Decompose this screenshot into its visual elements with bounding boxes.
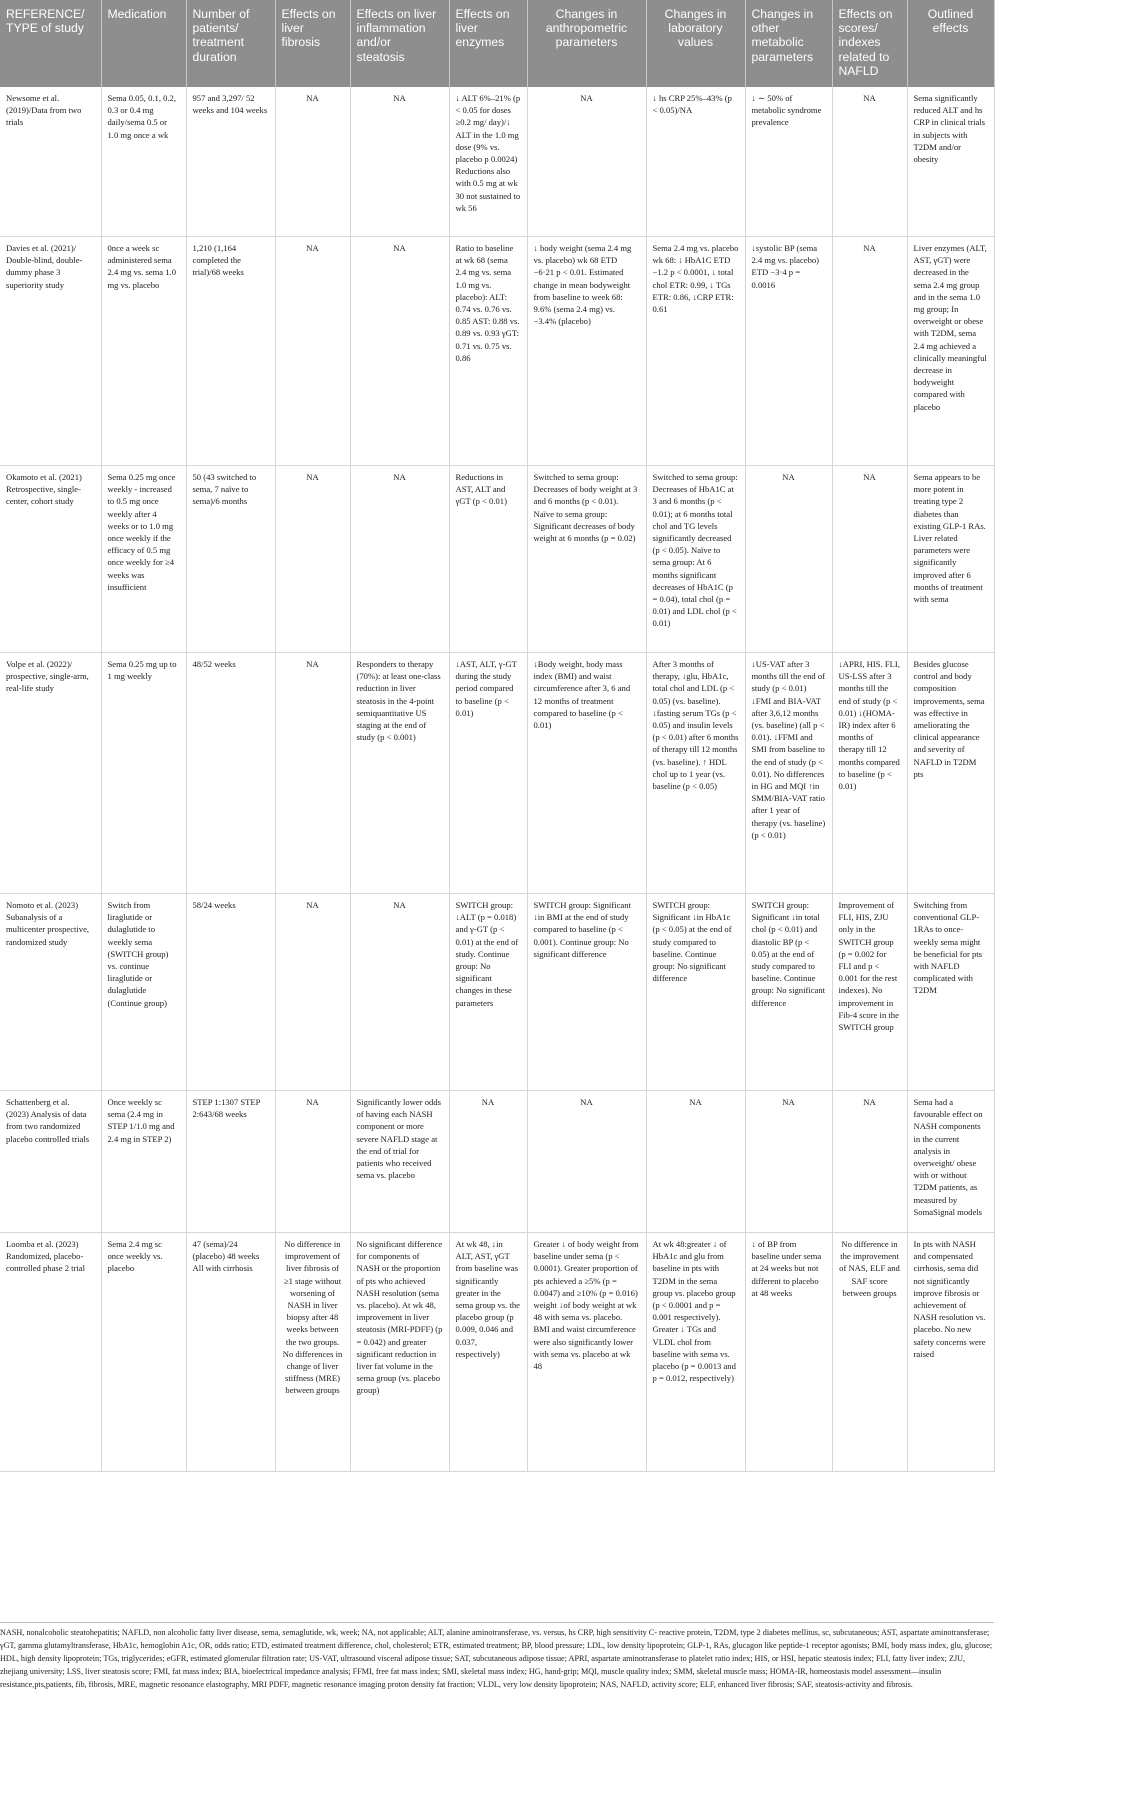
col-header-metabolic: Changes in other metabolic parameters	[745, 0, 832, 87]
table-header-row	[0, 0, 994, 87]
col-header-liver-fibrosis: Effects on liver fibrosis	[275, 0, 350, 87]
cell-liver-fibrosis: NA	[275, 87, 350, 237]
cell-liver-inflammation: NA	[350, 894, 449, 1091]
cell-nafld-scores: NA	[832, 237, 907, 466]
cell-reference: Davies et al. (2021)/ Double-blind, double-dummy phase 3 superiority study	[0, 237, 101, 466]
cell-nafld-scores: NA	[832, 466, 907, 653]
cell-liver-inflammation: NA	[350, 87, 449, 237]
cell-metabolic: NA	[745, 466, 832, 653]
cell-anthropometric: Greater ↓ of body weight from baseline under sema (p < 0.0001). Greater proportion of pts achieved a ≥5% (p = 0.0047) and ≥10% (p = 0.016) weight ↓of body weight at wk 48 with sema vs. placebo. BMI and waist circumference were also significantly lower with sema vs. placebo at wk 48	[527, 1233, 646, 1472]
cell-liver-inflammation: No significant difference for components of NASH or the proportion of pts who achieved NASH resolution (sema vs. placebo). At wk 48, improvement in liver steatosis (MRI-PDFF) (p = 0.042) and greater significant reduction in liver fat volume in the sema group (vs. placebo group)	[350, 1233, 449, 1472]
cell-liver-enzymes: ↓AST, ALT, γ-GT during the study period compared to baseline (p < 0.01)	[449, 653, 527, 894]
cell-nafld-scores: Improvement of FLI, HIS, ZJU only in the SWITCH group (p = 0.002 for FLI and p < 0.001 for the rest indexes). No improvement in Fib-4 score in the SWITCH group	[832, 894, 907, 1091]
cell-anthropometric: Switched to sema group: Decreases of body weight at 3 and 6 months (p < 0.01). Naïve to sema group: Significant decreases of body weight at 6 months (p = 0.02)	[527, 466, 646, 653]
cell-outlined-effects: Sema had a favourable effect on NASH components in the current analysis in overweight/ obese with or without T2DM patients, as measured by SomaSignal models	[907, 1091, 994, 1233]
cell-metabolic: ↓systolic BP (sema 2.4 mg vs. placebo) ETD −3·4 p = 0.0016	[745, 237, 832, 466]
table-row	[0, 894, 994, 1091]
cell-metabolic: SWITCH group: Significant ↓in total chol (p < 0.01) and diastolic BP (p < 0.05) at the end of study compared to baseline. Continue group: No significant difference	[745, 894, 832, 1091]
cell-medication: Sema 2.4 mg sc once weekly vs. placebo	[101, 1233, 186, 1472]
cell-anthropometric: SWITCH group: Significant ↓in BMI at the end of study compared to baseline (p < 0.001). Continue group: No significant difference	[527, 894, 646, 1091]
cell-outlined-effects: In pts with NASH and compensated cirrhosis, sema did not significantly improve fibrosis or achievement of NASH resolution vs. placebo. No new safety concerns were raised	[907, 1233, 994, 1472]
cell-metabolic: NA	[745, 1091, 832, 1233]
cell-reference: Nomoto et al. (2023) Subanalysis of a multicenter prospective, randomized study	[0, 894, 101, 1091]
table-row	[0, 466, 994, 653]
cell-liver-inflammation: NA	[350, 237, 449, 466]
cell-liver-inflammation: Significantly lower odds of having each NASH component or more severe NAFLD stage at the end of trial for patients who received sema vs. placebo	[350, 1091, 449, 1233]
col-header-reference: REFERENCE/ TYPE of study	[0, 0, 101, 87]
cell-outlined-effects: Besides glucose control and body composition improvements, sema was effective in ameliorating the clinical appearance and severity of NAFLD in T2DM pts	[907, 653, 994, 894]
cell-patients-duration: 50 (43 switched to sema, 7 naïve to sema)/6 months	[186, 466, 275, 653]
cell-nafld-scores: NA	[832, 87, 907, 237]
table-row	[0, 653, 994, 894]
cell-laboratory: At wk 48:greater ↓ of HbA1c and glu from baseline in pts with T2DM in the sema group vs. placebo group (p < 0.0001 and p = 0.001 respectively). Greater ↓ TGs and VLDL chol from baseline with sema vs. placebo (p = 0.0013 and p = 0.012, respectively)	[646, 1233, 745, 1472]
cell-patients-duration: 48/52 weeks	[186, 653, 275, 894]
cell-metabolic: ↓ of BP from baseline under sema at 24 weeks but not different to placebo at 48 weeks	[745, 1233, 832, 1472]
cell-laboratory: Sema 2.4 mg vs. placebo wk 68: ↓ HbA1C ETD −1.2 p < 0.0001, ↓ total chol ETR: 0.99, ↓ TGs ETR: 0.86, ↓CRP ETR: 0.61	[646, 237, 745, 466]
col-header-liver-inflammation: Effects on liver inflammation and/or steatosis	[350, 0, 449, 87]
cell-laboratory: ↓ hs CRP 25%–43% (p < 0.05)/NA	[646, 87, 745, 237]
cell-anthropometric: NA	[527, 87, 646, 237]
cell-liver-fibrosis: No difference in improvement of liver fibrosis of ≥1 stage without worsening of NASH in liver biopsy after 48 weeks between the two groups. No differences in change of liver stiffness (MRE) between groups	[275, 1233, 350, 1472]
cell-patients-duration: 1,210 (1,164 completed the trial)/68 weeks	[186, 237, 275, 466]
cell-metabolic: ↓ ∼ 50% of metabolic syndrome prevalence	[745, 87, 832, 237]
cell-reference: Okamoto et al. (2021) Retrospective, single-center, cohort study	[0, 466, 101, 653]
cell-nafld-scores: No difference in the improvement of NAS, ELF and SAF score between groups	[832, 1233, 907, 1472]
cell-metabolic: ↓US-VAT after 3 months till the end of study (p < 0.01) ↓FMI and BIA-VAT after 3,6,12 months (vs. baseline) (all p < 0.01). ↓FFMI and SMI from baseline to the end of study (p < 0.01). No differences in HG and MQI ↑in SMM/BIA-VAT ratio after 1 year of therapy (vs. baseline) (p < 0.01)	[745, 653, 832, 894]
cell-patients-duration: 47 (sema)/24 (placebo) 48 weeks All with cirrhosis	[186, 1233, 275, 1472]
cell-reference: Schattenberg et al. (2023) Analysis of data from two randomized placebo controlled trials	[0, 1091, 101, 1233]
table-row	[0, 237, 994, 466]
cell-medication: Once weekly sc sema (2.4 mg in STEP 1/1.0 mg and 2.4 mg in STEP 2)	[101, 1091, 186, 1233]
cell-medication: Sema 0.25 mg up to 1 mg weekly	[101, 653, 186, 894]
col-header-nafld-scores: Effects on scores/ indexes related to NAFLD	[832, 0, 907, 87]
cell-medication: 0nce a week sc administered sema 2.4 mg vs. sema 1.0 mg vs. placebo	[101, 237, 186, 466]
table-row	[0, 1091, 994, 1233]
cell-medication: Switch from liraglutide or dulaglutide to weekly sema (SWITCH group) vs. continue liraglutide or dulaglutide (Continue group)	[101, 894, 186, 1091]
col-header-patients-duration: Number of patients/ treatment duration	[186, 0, 275, 87]
cell-liver-enzymes: At wk 48, ↓in ALT, AST, γGT from baseline was significantly greater in the sema group vs. the placebo group (p 0.009, 0.046 and 0.037, respectively)	[449, 1233, 527, 1472]
col-header-anthropometric: Changes in anthropometric parameters	[527, 0, 646, 87]
col-header-medication: Medication	[101, 0, 186, 87]
table-row	[0, 87, 994, 237]
cell-anthropometric: ↓ body weight (sema 2.4 mg vs. placebo) wk 68 ETD −6·21 p < 0.01. Estimated change in mean bodyweight from baseline to week 68: 9.6% (sema 2.4 mg) vs. −3.4% (placebo)	[527, 237, 646, 466]
cell-liver-enzymes: SWITCH group: ↓ALT (p = 0.018) and γ-GT (p < 0.01) at the end of study. Continue group: No significant changes in these parameters	[449, 894, 527, 1091]
cell-patients-duration: 957 and 3,297/ 52 weeks and 104 weeks	[186, 87, 275, 237]
cell-liver-fibrosis: NA	[275, 894, 350, 1091]
cell-patients-duration: 58/24 weeks	[186, 894, 275, 1091]
cell-laboratory: Switched to sema group: Decreases of HbA1C at 3 and 6 months (p < 0.01); at 6 months total chol and TG levels significantly decreased (p < 0.05). Naïve to sema group: At 6 months significant decreases of HbA1C (p = 0.04), total chol (p = 0.01) and LDL chol (p < 0.01)	[646, 466, 745, 653]
cell-laboratory: After 3 months of therapy, ↓glu, HbA1c, total chol and LDL (p < 0.05) (vs. baseline). ↓fasting serum TGs (p < 0.05) and insulin levels (p < 0.01) after 6 months of therapy till 12 months (vs. baseline). ↑ HDL chol up to 1 year (vs. baseline (p < 0.05)	[646, 653, 745, 894]
col-header-outlined-effects: Outlined effects	[907, 0, 994, 87]
cell-nafld-scores: NA	[832, 1091, 907, 1233]
cell-medication: Sema 0.25 mg once weekly - increased to 0.5 mg once weekly after 4 weeks or to 1.0 mg once weekly if the efficacy of 0.5 mg once weekly for ≥4 weeks was insufficient	[101, 466, 186, 653]
cell-outlined-effects: Switching from conventional GLP-1RAs to once-weekly sema might be beneficial for pts with NAFLD complicated with T2DM	[907, 894, 994, 1091]
cell-outlined-effects: Liver enzymes (ALT, AST, γGT) were decreased in the sema 2.4 mg group and in the sema 1.0 mg group; In overweight or obese with T2DM, sema 2.4 mg achieved a clinically meaningful decrease in bodyweight compared with placebo	[907, 237, 994, 466]
cell-medication: Sema 0.05, 0.1, 0.2, 0.3 or 0.4 mg daily/sema 0.5 or 1.0 mg once a wk	[101, 87, 186, 237]
cell-liver-fibrosis: NA	[275, 237, 350, 466]
cell-reference: Newsome et al. (2019)/Data from two trials	[0, 87, 101, 237]
cell-liver-fibrosis: NA	[275, 1091, 350, 1233]
table-footnote: NASH, nonalcoholic steatohepatitis; NAFLD, non alcoholic fatty liver disease, sema, semaglutide, wk, week; NA, not applicable; ALT, alanine aminotransferase, vs. versus, hs CRP, high sensitivity C- reactive protein, T2DM, type 2 diabetes mellitus, sc, subcutaneous; AST, aspartate aminotransferase; γGT, gamma glutamyltransferase, HbA1c, hemoglobin A1c, OR, odds ratio; ETD, estimated treatment difference, chol, cholesterol; ETR, estimated treatment; BP, blood pressure; LDL, low density lipoprotein; GLP-1, RAs, glucagon like peptide-1 receptor agonists; BMI, body mass index, glu, glucose; HDL, high density lipoprotein; TGs, triglycerides; eGFR, estimated glomerular filtration rate; US-VAT, ultrasound visceral adipose tissue; SAT, subcutaneous adipose tissue; APRI, aspartate aminotransferase to platelet ratio index; HIS, or HSI, hepatic steatosis index; FLI, fatty liver index; ZJU, zhejiang university; LSS, liver steatosis score; FMI, fat mass index; BIA, bioelectrical impedance analysis; FFMI, free fat mass index; SMI, skeletal mass index; HG, hand-grip; MQI, muscle quality index; SMM, skeletal muscle mass; HOMA-IR, homeostasis model assessment—insulin resistance,pts,patients, fib, fibrosis, MRE, magnetic resonance elastography, MRI PDFF, magnetic resonance imaging proton density fat fraction; VLDL, very low density lipoprotein; NAS, NAFLD, activity score; ELF, enhanced liver fibrosis; SAF, steatosis-activity and fibrosis.	[0, 1622, 994, 1692]
cell-liver-enzymes: Reductions in AST, ALT and γGT (p < 0.01)	[449, 466, 527, 653]
cell-nafld-scores: ↓APRI, HIS. FLI, US-LSS after 3 months till the end of study (p < 0.01) ↓(HOMA-IR) index after 6 months of therapy till 12 months compared to baseline (p < 0.01)	[832, 653, 907, 894]
cell-anthropometric: NA	[527, 1091, 646, 1233]
cell-outlined-effects: Sema appears to be more potent in treating type 2 diabetes than existing GLP-1 RAs. Liver related parameters were significantly improved after 6 months of treatment with sema	[907, 466, 994, 653]
cell-liver-enzymes: ↓ ALT 6%–21% (p < 0.05 for doses ≥0.2 mg/ day)/↓ ALT in the 1.0 mg dose (9% vs. placebo p 0.0024) Reductions also with 0.5 mg at wk 30 not sustained to wk 56	[449, 87, 527, 237]
cell-laboratory: NA	[646, 1091, 745, 1233]
cell-laboratory: SWITCH group: Significant ↓in HbA1c (p < 0.05) at the end of study compared to baseline. Continue group: No significant difference	[646, 894, 745, 1091]
cell-liver-fibrosis: NA	[275, 466, 350, 653]
col-header-laboratory: Changes in laboratory values	[646, 0, 745, 87]
cell-liver-fibrosis: NA	[275, 653, 350, 894]
cell-reference: Volpe et al. (2022)/ prospective, single-arm, real-life study	[0, 653, 101, 894]
cell-liver-enzymes: NA	[449, 1091, 527, 1233]
cell-reference: Loomba et al. (2023) Randomized, placebo-controlled phase 2 trial	[0, 1233, 101, 1472]
cell-liver-inflammation: NA	[350, 466, 449, 653]
cell-liver-enzymes: Ratio to baseline at wk 68 (sema 2.4 mg vs. sema 1.0 mg vs. placebo): ALT: 0.74 vs. 0.76 vs. 0.85 AST: 0.88 vs. 0.89 vs. 0.93 γGT: 0.71 vs. 0.75 vs. 0.86	[449, 237, 527, 466]
cell-anthropometric: ↓Body weight, body mass index (BMI) and waist circumference after 3, 6 and 12 months of treatment compared to baseline (p < 0.01)	[527, 653, 646, 894]
cell-liver-inflammation: Responders to therapy (70%): at least one-class reduction in liver steatosis in the 4-point semiquantitative US staging at the end of study (p < 0.001)	[350, 653, 449, 894]
cell-patients-duration: STEP 1:1307 STEP 2:643/68 weeks	[186, 1091, 275, 1233]
col-header-liver-enzymes: Effects on liver enzymes	[449, 0, 527, 87]
table-row	[0, 1233, 994, 1472]
cell-outlined-effects: Sema significantly reduced ALT and hs CRP in clinical trials in subjects with T2DM and/or obesity	[907, 87, 994, 237]
